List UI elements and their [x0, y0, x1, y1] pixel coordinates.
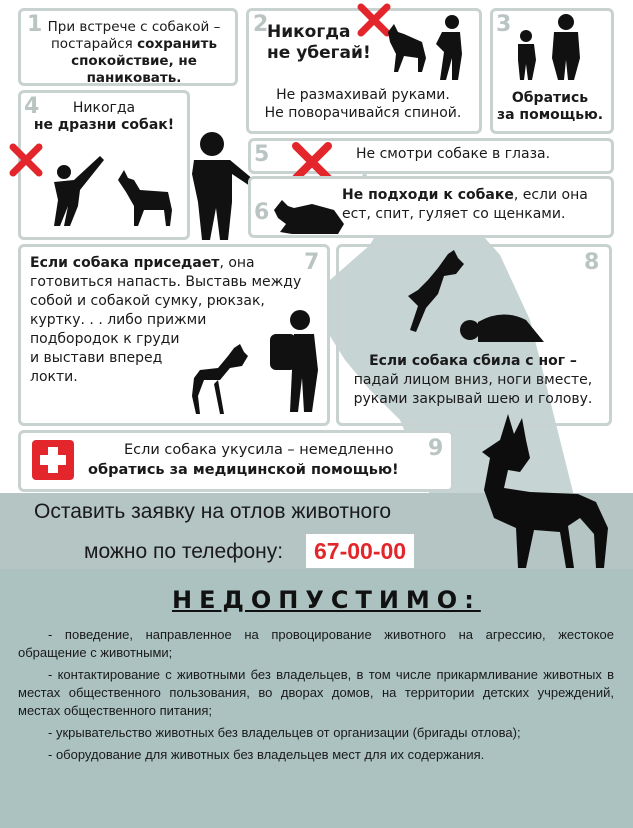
- phone-number-badge[interactable]: 67-00-00: [306, 534, 414, 568]
- tip-6-bold: Не подходи к собаке: [342, 187, 514, 203]
- tip-2-title2: не убегай!: [267, 43, 371, 63]
- tip-7-bold: Если собака приседает: [30, 255, 220, 271]
- child-with-backpack-icon: [264, 308, 324, 414]
- tip-8-line2: падай лицом вниз, ноги вместе,: [353, 372, 593, 388]
- tip-4-line2: не дразни собак!: [33, 117, 175, 133]
- tip-7-line5: подбородок к груди: [30, 331, 180, 347]
- tip-7-line6: и выстави вперед: [30, 350, 163, 366]
- tip-1-number: 1: [27, 12, 43, 37]
- tip-6-text: [342, 186, 606, 224]
- tip-7-line7: локти.: [30, 369, 78, 385]
- black-dog-icon: [470, 410, 620, 570]
- tip-2-number: 2: [253, 12, 269, 37]
- medical-cross-icon: [32, 440, 74, 480]
- tip-1-line1: При встрече с собакой –: [47, 19, 221, 35]
- tip-7-line2: готовиться напасть. Выставь между: [30, 274, 302, 290]
- tip-8-bold: Если собака сбила с ног –: [369, 353, 577, 369]
- tip-9-number: 9: [428, 436, 444, 461]
- tip-3-line2: за помощью.: [496, 107, 604, 123]
- tip-2-sub1: Не размахивай руками.: [276, 87, 450, 103]
- child-running-icon: [428, 14, 472, 82]
- tip-5-text: Не смотри собаке в глаза.: [356, 146, 551, 162]
- rule-item-4: - оборудование для животных без владельцев мест для их содержания.: [48, 747, 485, 762]
- tip-4-number: 4: [24, 94, 40, 119]
- tip-3-number: 3: [496, 12, 512, 37]
- red-cross-icon: [8, 142, 44, 178]
- rule-item-1: - поведение, направленное на провоцирование животного на агрессию, жестокое обращение с животными;: [18, 627, 614, 660]
- tip-2-sub2: Не поворачивайся спиной.: [264, 105, 462, 121]
- tip-2-sub: [250, 86, 476, 122]
- dog-lying-icon: [272, 190, 346, 238]
- tip-6-number: 6: [254, 200, 270, 225]
- child-teasing-icon: [40, 150, 110, 228]
- dog-running-icon: [382, 22, 430, 74]
- tip-7-line1: [30, 250, 320, 275]
- tip-7-line4: куртку. . . либо прижми: [30, 312, 207, 328]
- phone-line2: можно по телефону:: [84, 540, 284, 563]
- adult-and-child-icon: [508, 12, 594, 82]
- rule-item-3: - укрывательство животных без владельцев от организации (бригады отлова);: [48, 725, 521, 740]
- tip-1-text: [34, 19, 234, 87]
- tip-7-l1rest: , она: [219, 255, 255, 271]
- tip-7-line3: собой и собакой сумку, рюкзак,: [30, 293, 265, 309]
- tip-5-number: 5: [254, 142, 270, 167]
- tip-9-line2: обратись за медицинской помощью!: [88, 462, 399, 478]
- tip-1-line2: [34, 36, 234, 53]
- tip-9-line1: Если собака укусила – немедленно: [124, 442, 394, 458]
- dog-standing-icon: [114, 168, 176, 228]
- tip-6-line2: ест, спит, гуляет со щенками.: [342, 206, 566, 222]
- tip-3-line1: Обратись: [511, 90, 589, 106]
- tip-6-line1: [342, 186, 606, 205]
- tip-4-line1: Никогда: [72, 100, 136, 116]
- tip-2-title1: Никогда: [267, 22, 351, 42]
- tip-3-text: [492, 90, 608, 124]
- tip-8-line3: руками закрывай шею и голову.: [353, 391, 593, 407]
- tip-1-line2-bold: сохранить: [137, 36, 217, 52]
- tip-1-line2-pre: постарайся: [50, 36, 138, 52]
- phone-line1: Оставить заявку на отлов животного: [34, 500, 392, 523]
- tip-7-number: 7: [304, 250, 320, 275]
- tip-9-text: [88, 440, 438, 480]
- tip-6-rest1: , если она: [513, 187, 588, 203]
- adult-man-icon: [188, 130, 254, 242]
- tip-4-text: [24, 100, 184, 134]
- rule-item-2: - контактирование с животными без владельцев, в том числе прикармливание животных в местах общественного пользования, во дворах домов, на территории детских учреждений, местах общественного питания;: [18, 667, 614, 718]
- tip-8-number: 8: [584, 250, 600, 275]
- tip-1-line3: спокойствие, не паниковать.: [71, 53, 197, 86]
- tip-8-text: [340, 352, 606, 409]
- person-curled-up-icon: [456, 306, 548, 346]
- rules-title: НЕДОПУСТИМО:: [172, 586, 481, 614]
- dog-crouching-icon: [190, 344, 256, 416]
- rules-list: [18, 626, 614, 764]
